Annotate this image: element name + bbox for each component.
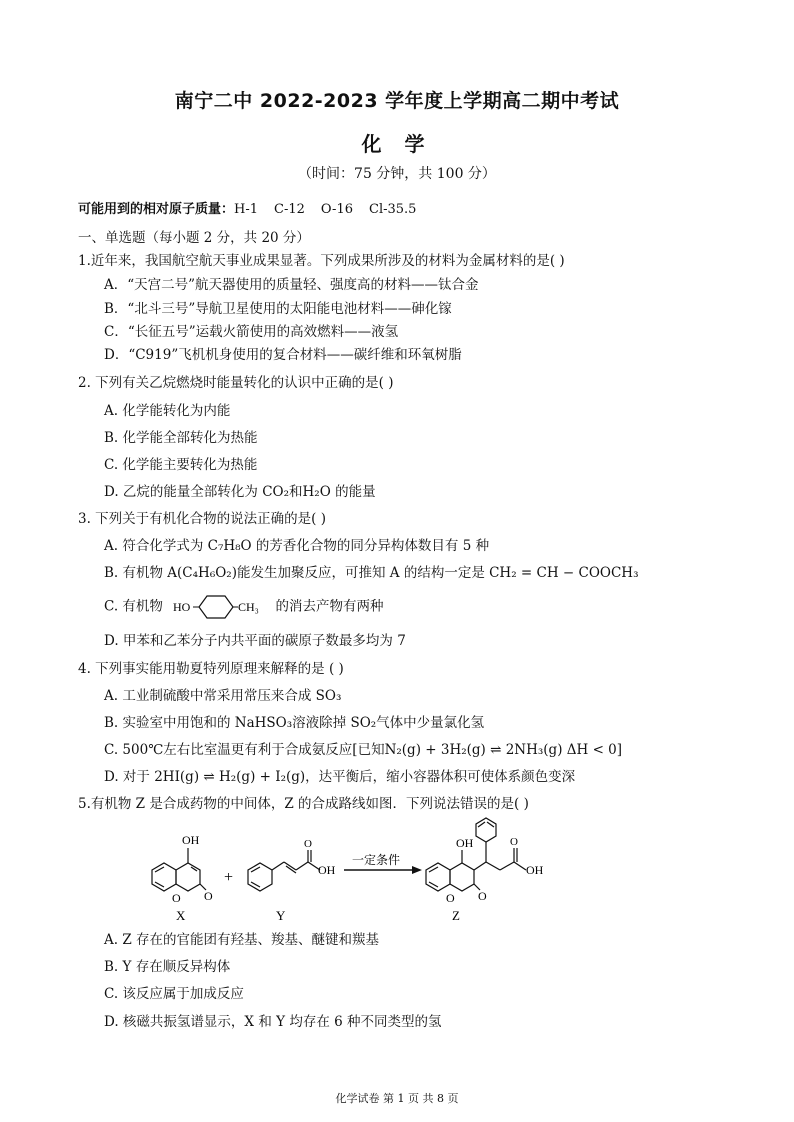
question-3-option-c xyxy=(104,594,384,620)
question-4-option-c: C. 500℃左右比室温更有利于合成氨反应[已知N₂(g) + 3H₂(g) ⇌ 2NH₃(g) ΔH < 0] xyxy=(104,742,623,758)
reaction-condition: 一定条件 xyxy=(352,853,401,867)
question-2-option-b: B. 化学能全部转化为热能 xyxy=(104,430,258,446)
question-5-option-d: D. 核磁共振氢谱显示，X 和 Y 均存在 6 种不同类型的氢 xyxy=(104,1014,442,1030)
compound-z-label: Z xyxy=(452,908,460,923)
atomic-mass-label: 可能用到的相对原子质量： xyxy=(78,202,235,217)
compound-y-label: Y xyxy=(276,908,286,923)
compound-y xyxy=(248,850,320,891)
question-1-option-a: A．“天宫二号”航天器使用的质量轻、强度高的材料——钛合金 xyxy=(104,277,479,293)
x-carbonyl-o-label: O xyxy=(204,889,213,903)
atomic-mass-c: C-12 xyxy=(274,202,305,217)
z-oh-label: OH xyxy=(456,836,474,850)
page-footer: 化学试卷 第 1 页 共 8 页 xyxy=(335,1092,459,1105)
y-carbonyl-o-label: O xyxy=(304,838,312,850)
x-o-label: O xyxy=(172,891,181,905)
question-1-option-c: C．“长征五号”运载火箭使用的高效燃料——液氢 xyxy=(104,324,399,340)
z-ring-o-label: O xyxy=(446,891,455,905)
question-1-option-b: B．“北斗三号”导航卫星使用的太阳能电池材料——砷化镓 xyxy=(104,301,452,317)
atomic-mass-h: H-1 xyxy=(234,202,259,217)
question-3-stem: 3. 下列关于有机化合物的说法正确的是( ) xyxy=(78,511,326,527)
methylcyclohexanol-structure xyxy=(173,594,269,620)
compound-x-label: X xyxy=(176,908,186,923)
exam-title: 南宁二中 2022-2023 学年度上学期高二期中考试 xyxy=(174,90,620,112)
x-oh-label: OH xyxy=(182,833,200,847)
atomic-mass-cl: Cl-35.5 xyxy=(369,202,417,217)
question-2-option-c: C. 化学能主要转化为热能 xyxy=(104,457,258,473)
question-2-option-d: D. 乙烷的能量全部转化为 CO₂和H₂O 的能量 xyxy=(104,484,376,500)
z-carbonyl-o-label: O xyxy=(478,889,487,903)
question-5-option-a: A. Z 存在的官能团有羟基、羧基、醚键和羰基 xyxy=(104,932,380,948)
section-heading: 一、单选题（每小题 2 分，共 20 分） xyxy=(78,230,310,246)
question-5-option-b: B. Y 存在顺反异构体 xyxy=(104,959,231,975)
reaction-arrow-head xyxy=(412,866,422,874)
z-acid-oh-label: OH xyxy=(526,863,544,877)
exam-time-info: （时间：75 分钟，共 100 分） xyxy=(298,166,496,182)
question-1-option-d: D．“C919”飞机机身使用的复合材料——碳纤维和环氧树脂 xyxy=(104,347,462,363)
question-3-option-c-label: C. 有机物 xyxy=(104,598,163,615)
question-2-stem: 2. 下列有关乙烷燃烧时能量转化的认识中正确的是( ) xyxy=(78,375,394,391)
question-2-option-a: A. 化学能转化为内能 xyxy=(104,403,231,419)
cyclohexane-ring xyxy=(199,596,233,618)
question-1-stem: 1.近年来，我国航空航天事业成果显著。下列成果所涉及的材料为金属材料的是( ) xyxy=(78,253,565,269)
plus-sign: + xyxy=(224,869,234,886)
question-5-option-c: C. 该反应属于加成反应 xyxy=(104,986,244,1002)
reaction-scheme xyxy=(130,812,570,924)
atomic-mass-line xyxy=(78,198,416,217)
question-5-stem: 5.有机物 Z 是合成药物的中间体，Z 的合成路线如图．下列说法错误的是( ) xyxy=(78,796,529,812)
question-3-option-b: B. 有机物 A(C₄H₆O₂)能发生加聚反应，可推知 A 的结构一定是 CH₂ = CH − COOCH₃ xyxy=(104,565,639,581)
atomic-mass-o: O-16 xyxy=(320,202,353,217)
question-4-option-d: D. 对于 2HI(g) ⇌ H₂(g) + I₂(g)，达平衡后，缩小容器体积可使体系颜色变深 xyxy=(104,769,576,785)
z-acid-o-label: O xyxy=(510,836,518,848)
question-3-option-c-tail: 的消去产物有两种 xyxy=(275,598,384,615)
y-oh-label: OH xyxy=(318,863,336,877)
structure-ch3-label: CH₃ xyxy=(238,600,260,614)
compound-x xyxy=(152,848,206,891)
question-4-option-b: B. 实验室中用饱和的 NaHSO₃溶液除掉 SO₂气体中少量氯化氢 xyxy=(104,715,485,731)
question-4-stem: 4. 下列事实能用勒夏特列原理来解释的是 ( ) xyxy=(78,661,344,677)
question-3-option-d: D. 甲苯和乙苯分子内共平面的碳原子数最多均为 7 xyxy=(104,633,406,649)
question-3-option-a: A. 符合化学式为 C₇H₈O 的芳香化合物的同分异构体数目有 5 种 xyxy=(104,538,490,554)
structure-ho-label: HO xyxy=(173,600,191,614)
compound-z xyxy=(426,818,526,891)
exam-subject: 化 学 xyxy=(361,132,433,156)
question-4-option-a: A. 工业制硫酸中常采用常压来合成 SO₃ xyxy=(104,688,342,704)
